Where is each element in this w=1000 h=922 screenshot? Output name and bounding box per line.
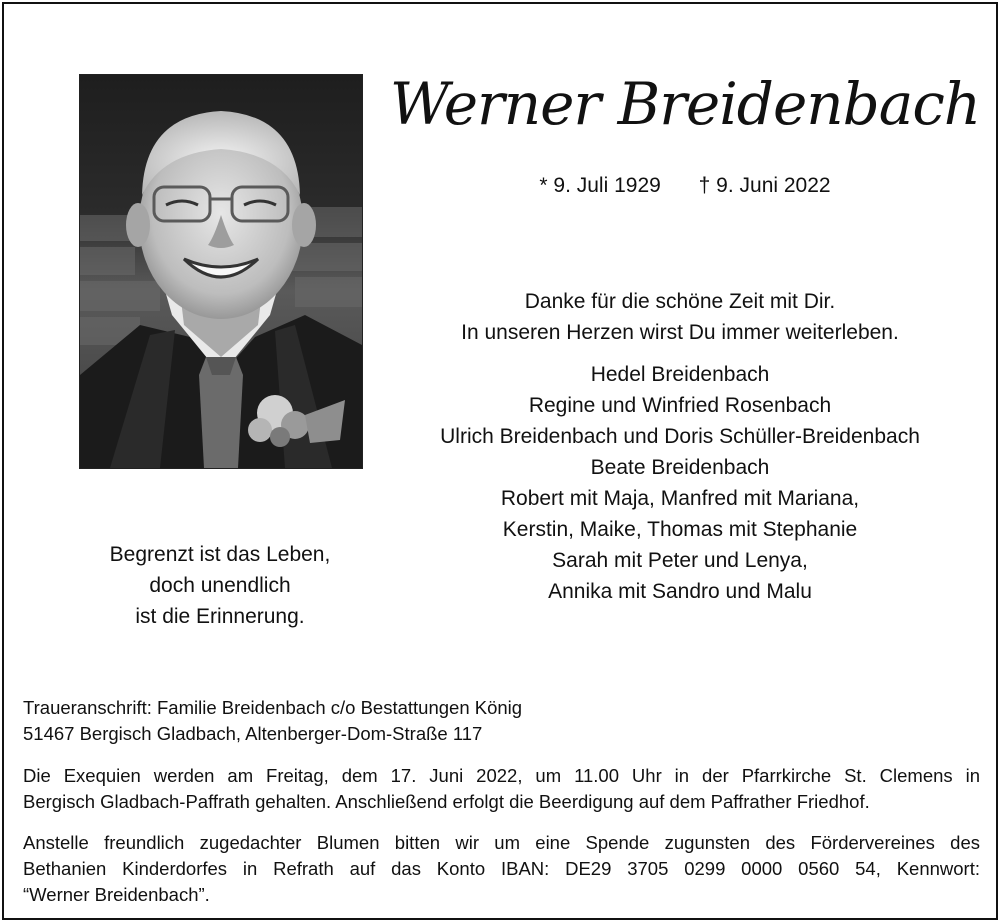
mourning-address <box>23 695 980 747</box>
side-quote-line: doch unendlich <box>149 574 291 597</box>
birth-date: * 9. Juli 1929 <box>539 174 661 197</box>
mourner-line: Sarah mit Peter und Lenya, <box>552 549 808 572</box>
side-quote <box>70 539 370 632</box>
side-quote-line: Begrenzt ist das Leben, <box>109 543 331 566</box>
donation-line: “Werner Breidenbach”. <box>23 884 210 905</box>
portrait-illustration <box>80 75 362 468</box>
mourner-line: Annika mit Sandro und Malu <box>548 580 812 603</box>
deceased-name: Werner Breidenbach <box>389 70 981 138</box>
mourners-list <box>380 359 980 607</box>
main-quote-line: In unseren Herzen wirst Du immer weiterleben. <box>461 321 899 344</box>
mourner-line: Robert mit Maja, Manfred mit Mariana, <box>500 487 860 510</box>
mourner-line: Kerstin, Maike, Thomas mit Stephanie <box>502 518 858 541</box>
funeral-info-line: Bergisch Gladbach-Paffrath gehalten. Anschließend erfolgt die Beerdigung auf dem Paffrather Friedhof. <box>23 791 870 812</box>
side-quote-line: ist die Erinnerung. <box>135 605 305 628</box>
main-quote <box>380 286 980 348</box>
funeral-info <box>23 763 980 815</box>
donation-info <box>23 830 980 908</box>
mourner-line: Regine und Winfried Rosenbach <box>528 394 832 417</box>
donation-line: Bethanien Kinderdorfes in Refrath auf das Konto IBAN: DE29 3705 0299 0000 0560 54, Kennwort: <box>23 858 980 879</box>
death-date: † 9. Juni 2022 <box>698 174 831 197</box>
address-line: Traueranschrift: Familie Breidenbach c/o Bestattungen König <box>23 697 523 718</box>
funeral-info-line: Die Exequien werden am Freitag, dem 17. Juni 2022, um 11.00 Uhr in der Pfarrkirche St. Clemens in <box>23 765 980 786</box>
mourner-line: Hedel Breidenbach <box>590 363 770 386</box>
mourner-line: Ulrich Breidenbach und Doris Schüller-Breidenbach <box>440 425 920 448</box>
life-dates <box>380 174 990 198</box>
main-quote-line: Danke für die schöne Zeit mit Dir. <box>524 290 836 313</box>
mourner-line: Beate Breidenbach <box>590 456 770 479</box>
donation-line: Anstelle freundlich zugedachter Blumen bitten wir um eine Spende zugunsten des Fördervereines des <box>23 832 980 853</box>
portrait-photo <box>79 74 363 469</box>
address-line: 51467 Bergisch Gladbach, Altenberger-Dom-Straße 117 <box>23 723 483 744</box>
